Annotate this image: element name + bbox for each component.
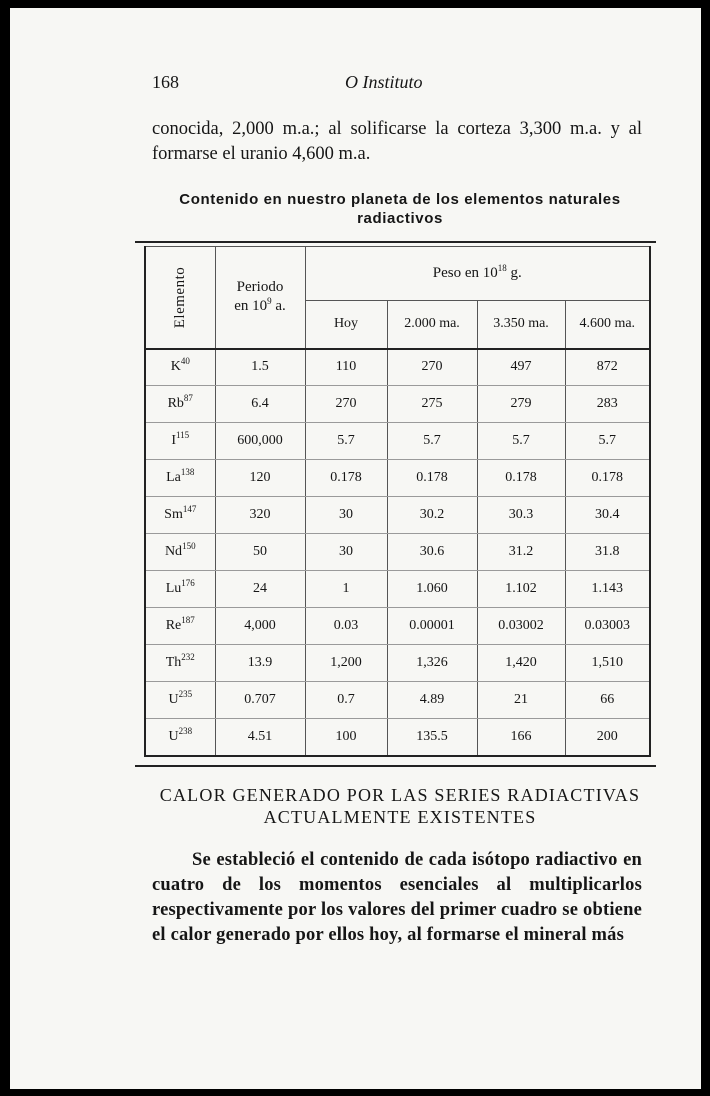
weight-cell: 21 xyxy=(477,682,565,719)
weight-cell: 66 xyxy=(565,682,650,719)
weight-cell: 0.178 xyxy=(477,460,565,497)
weight-cell: 1,420 xyxy=(477,645,565,682)
element-cell: $K^{40}$ xyxy=(145,349,215,386)
weight-cell: 30 xyxy=(305,534,387,571)
weight-cell: 166 xyxy=(477,719,565,756)
period-cell: 24 xyxy=(215,571,305,608)
period-cell: 120 xyxy=(215,460,305,497)
weight-cell: 200 xyxy=(565,719,650,756)
weight-subheader: Hoy xyxy=(305,301,387,349)
element-cell: $U^{235}$ xyxy=(145,682,215,719)
weight-cell: 1.060 xyxy=(387,571,477,608)
element-cell: Rb$^{87}$ xyxy=(145,386,215,423)
weight-cell: 31.8 xyxy=(565,534,650,571)
weight-cell: 1,510 xyxy=(565,645,650,682)
period-cell: 6.4 xyxy=(215,386,305,423)
element-cell: Lu$^{176}$ xyxy=(145,571,215,608)
table-row xyxy=(145,608,650,645)
period-cell: 600,000 xyxy=(215,423,305,460)
weight-cell: 270 xyxy=(387,349,477,386)
element-cell: La$^{138}$ xyxy=(145,460,215,497)
weight-cell: 0.178 xyxy=(565,460,650,497)
running-header-title: O Instituto xyxy=(345,72,423,92)
element-cell: Th$^{232}$ xyxy=(145,645,215,682)
weight-cell: 1 xyxy=(305,571,387,608)
weight-cell: 110 xyxy=(305,349,387,386)
weight-cell: 31.2 xyxy=(477,534,565,571)
element-column-header: Elemento xyxy=(145,247,215,349)
element-cell: $U^{238}$ xyxy=(145,719,215,756)
weight-cell: 5.7 xyxy=(565,423,650,460)
weight-cell: 1.143 xyxy=(565,571,650,608)
weight-cell: 0.03002 xyxy=(477,608,565,645)
weight-column-header: Peso en $10^{18}$ g. xyxy=(305,247,650,301)
element-cell: Sm$^{147}$ xyxy=(145,497,215,534)
weight-cell: 5.7 xyxy=(305,423,387,460)
weight-cell: 30.6 xyxy=(387,534,477,571)
table-row xyxy=(145,423,650,460)
weight-cell: 30.3 xyxy=(477,497,565,534)
table-row xyxy=(145,534,650,571)
period-cell: 1.5 xyxy=(215,349,305,386)
period-cell: 4,000 xyxy=(215,608,305,645)
table-caption: Contenido en nuestro planeta de los elementos naturales radiactivos xyxy=(179,191,621,227)
weight-cell: 270 xyxy=(305,386,387,423)
table-row xyxy=(145,497,650,534)
intro-paragraph: conocida, 2,000 m.a.; al solificarse la corteza 3,300 m.a. y al formarse el uranio 4,600 m.a. xyxy=(152,119,642,164)
weight-cell: 135.5 xyxy=(387,719,477,756)
period-cell: 320 xyxy=(215,497,305,534)
period-column-header: Periodo en $10^9$ a. xyxy=(215,247,305,349)
table-row xyxy=(145,571,650,608)
table-row xyxy=(145,386,650,423)
weight-cell: 0.178 xyxy=(305,460,387,497)
weight-cell: 872 xyxy=(565,349,650,386)
weight-cell: 1,326 xyxy=(387,645,477,682)
weight-cell: 5.7 xyxy=(477,423,565,460)
weight-cell: 0.03003 xyxy=(565,608,650,645)
element-cell: Re$^{187}$ xyxy=(145,608,215,645)
weight-cell: 0.178 xyxy=(387,460,477,497)
weight-cell: 0.7 xyxy=(305,682,387,719)
weight-cell: 30.4 xyxy=(565,497,650,534)
weight-cell: 0.00001 xyxy=(387,608,477,645)
radioactive-elements-table xyxy=(144,246,651,757)
weight-subheader: 2.000 ma. xyxy=(387,301,477,349)
weight-cell: 1,200 xyxy=(305,645,387,682)
period-cell: 50 xyxy=(215,534,305,571)
weight-cell: 279 xyxy=(477,386,565,423)
weight-cell: 100 xyxy=(305,719,387,756)
weight-cell: 30 xyxy=(305,497,387,534)
weight-cell: 4.89 xyxy=(387,682,477,719)
weight-cell: 497 xyxy=(477,349,565,386)
element-cell: $I^{115}$ xyxy=(145,423,215,460)
table-row xyxy=(145,349,650,386)
period-cell: 0.707 xyxy=(215,682,305,719)
period-cell: 4.51 xyxy=(215,719,305,756)
page-number: 168 xyxy=(152,72,179,92)
weight-cell: 30.2 xyxy=(387,497,477,534)
weight-cell: 275 xyxy=(387,386,477,423)
period-cell: 13.9 xyxy=(215,645,305,682)
table-row xyxy=(145,719,650,756)
table-row xyxy=(145,645,650,682)
table-row xyxy=(145,682,650,719)
weight-subheader: 4.600 ma. xyxy=(565,301,650,349)
element-cell: Nd$^{150}$ xyxy=(145,534,215,571)
body-paragraph: Se estableció el contenido de cada isótopo radiactivo en cuatro de los momentos esenciales al multiplicarlos respectivamente por los valores del primer cuadro se obtiene el calor generado por ellos hoy, al formarse el mineral más xyxy=(152,850,642,945)
weight-cell: 283 xyxy=(565,386,650,423)
weight-cell: 0.03 xyxy=(305,608,387,645)
section-heading: CALOR GENERADO POR LAS SERIES RADIACTIVAS ACTUALMENTE EXISTENTES xyxy=(159,785,641,827)
weight-cell: 1.102 xyxy=(477,571,565,608)
weight-cell: 5.7 xyxy=(387,423,477,460)
table-row xyxy=(145,460,650,497)
weight-subheader: 3.350 ma. xyxy=(477,301,565,349)
